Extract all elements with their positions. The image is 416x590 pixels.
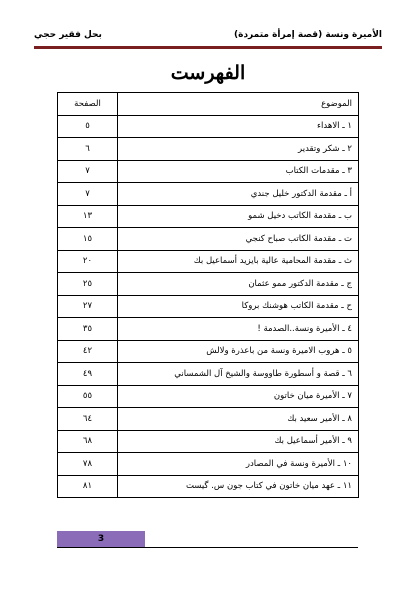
toc-topic: ٦ ـ قصة و أسطورة طاووسة والشيخ آل الشمساني <box>118 363 359 386</box>
table-row <box>58 453 359 476</box>
toc-page: ٣٥ <box>58 318 118 341</box>
toc-body <box>58 115 359 498</box>
toc-topic: ٩ ـ الأمير أسماعيل بك <box>118 430 359 453</box>
toc-topic: ب ـ مقدمة الكاتب دخيل شمو <box>118 205 359 228</box>
toc-topic: ٤ ـ الأميرة ونسة..الصدمة ! <box>118 318 359 341</box>
running-header <box>34 30 382 44</box>
table-row <box>58 138 359 161</box>
toc-page: ٤٢ <box>58 340 118 363</box>
toc-topic: ٥ ـ هروب الاميرة ونسة من باعذرة ولالش <box>118 340 359 363</box>
toc-topic: ث ـ مقدمة المحامية عالية بايزيد أسماعيل بك <box>118 250 359 273</box>
toc-page: ٥ <box>58 115 118 138</box>
table-row <box>58 385 359 408</box>
toc-page: ١٥ <box>58 228 118 251</box>
footer-bar <box>57 531 358 548</box>
toc-topic: ت ـ مقدمة الكاتب صباح كنجي <box>118 228 359 251</box>
table-row <box>58 430 359 453</box>
toc-topic: ١١ ـ عهد ميان خاتون في كتاب جون س. گيست <box>118 475 359 498</box>
page-title: الفهرست <box>170 62 246 84</box>
table-row <box>58 273 359 296</box>
toc-topic: ح ـ مقدمة الكاتب هوشنك بروكا <box>118 295 359 318</box>
toc-page: ٧٨ <box>58 453 118 476</box>
toc-page: ٦٤ <box>58 408 118 431</box>
toc-page: ٢٥ <box>58 273 118 296</box>
toc-topic: ٢ ـ شكر وتقدير <box>118 138 359 161</box>
col-page-header: الصفحة <box>58 93 118 116</box>
table-row <box>58 228 359 251</box>
table-row <box>58 160 359 183</box>
toc-topic: ٨ ـ الأمير سعيد بك <box>118 408 359 431</box>
toc-topic: ٧ ـ الأميرة ميان خاتون <box>118 385 359 408</box>
toc-page: ١٣ <box>58 205 118 228</box>
header-rule <box>34 46 382 49</box>
toc-page: ٧ <box>58 183 118 206</box>
header-author: بحل فقير حجي <box>34 30 102 40</box>
toc-page: ٢٧ <box>58 295 118 318</box>
toc-table <box>57 92 359 498</box>
table-row <box>58 205 359 228</box>
toc-topic: ١ ـ الاهداء <box>118 115 359 138</box>
table-row <box>58 295 359 318</box>
toc-page: ٥٥ <box>58 385 118 408</box>
table-row <box>58 183 359 206</box>
toc-page: ٧ <box>58 160 118 183</box>
header-book-title: الأميرة ونسة (قصة إمرأة متمردة) <box>234 30 382 40</box>
toc-page: ٦ <box>58 138 118 161</box>
table-row <box>58 115 359 138</box>
toc-page: ٤٩ <box>58 363 118 386</box>
toc-topic: ١٠ ـ الأميرة ونسة في المصادر <box>118 453 359 476</box>
table-row <box>58 250 359 273</box>
toc-topic: أ ـ مقدمة الدكتور خليل جندي <box>118 183 359 206</box>
toc-header-row <box>58 93 359 116</box>
page-number: 3 <box>57 531 145 547</box>
toc-topic: ج ـ مقدمة الدكتور ممو عثمان <box>118 273 359 296</box>
table-row <box>58 363 359 386</box>
toc-page: ٨١ <box>58 475 118 498</box>
toc-topic: ٣ ـ مقدمات الكتاب <box>118 160 359 183</box>
table-row <box>58 340 359 363</box>
table-row <box>58 318 359 341</box>
col-topic-header: الموضوع <box>118 93 359 116</box>
table-row <box>58 408 359 431</box>
toc-page: ٦٨ <box>58 430 118 453</box>
table-row <box>58 475 359 498</box>
toc-page: ٢٠ <box>58 250 118 273</box>
